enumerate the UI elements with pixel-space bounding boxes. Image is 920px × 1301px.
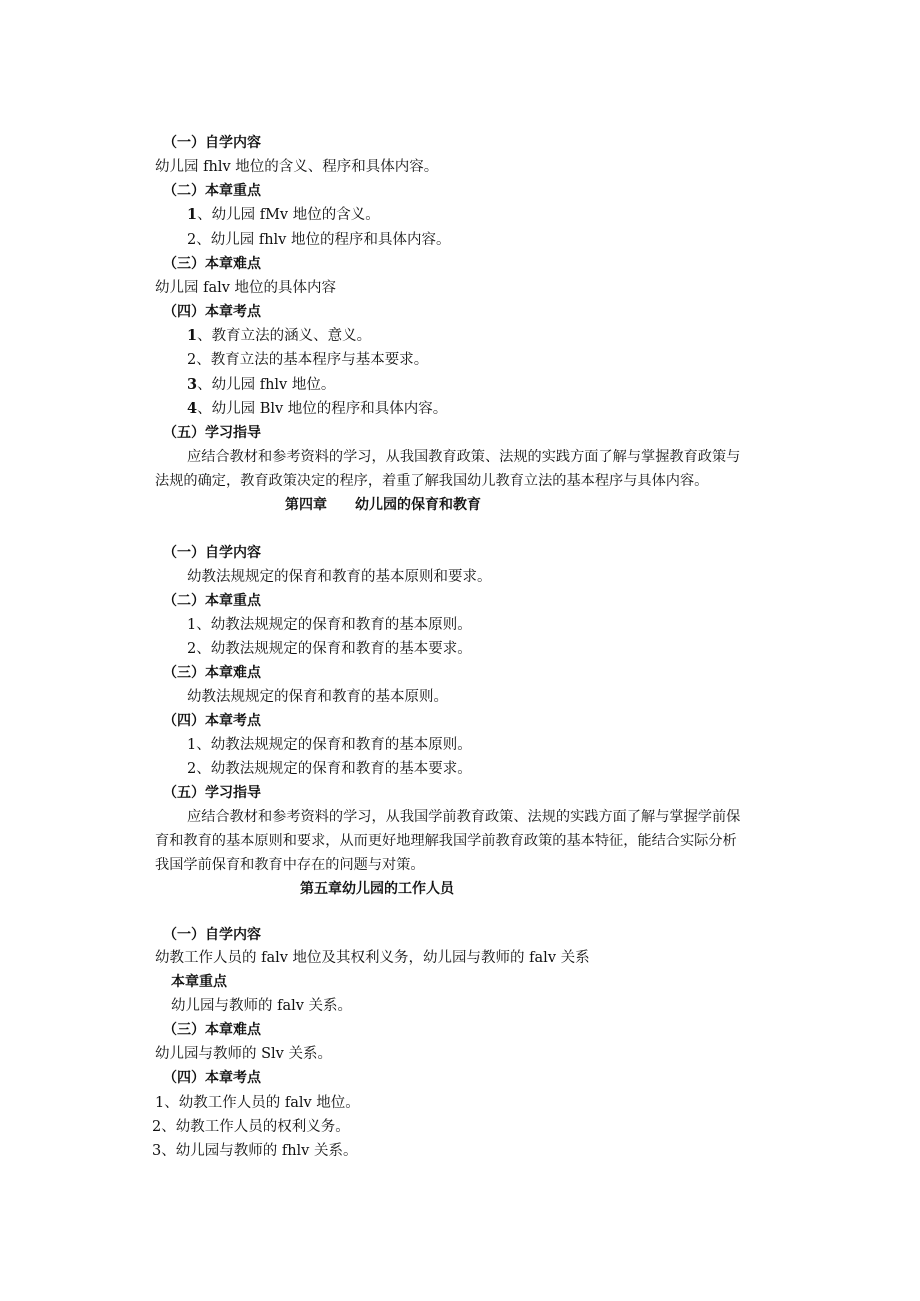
ch5-key-points-text: 幼儿园与教师的 falv 关系。 [171, 998, 353, 1014]
ch3-difficulty-heading: （三）本章难点 [163, 256, 261, 272]
ch4-exam-points-heading: （四）本章考点 [163, 713, 261, 729]
ch4-self-study-text: 幼教法规规定的保育和教育的基本原则和要求。 [187, 569, 492, 585]
ch5-exam-point-item: 1、幼教工作人员的 falv 地位。 [155, 1095, 360, 1111]
ch3-self-study-heading: （一）自学内容 [163, 135, 261, 151]
ch4-exam-point-item: 1、幼教法规规定的保育和教育的基本原则。 [187, 737, 472, 753]
ch5-title: 第五章幼儿园的工作人员 [300, 881, 454, 897]
ch3-study-guide-line: 应结合教材和参考资料的学习，从我国教育政策、法规的实践方面了解与掌握教育政策与 [187, 449, 741, 465]
ch3-study-guide-line: 法规的确定，教育政策决定的程序，着重了解我国幼儿教育立法的基本程序与具体内容。 [155, 473, 709, 489]
ch3-key-point-item: 2、幼儿园 fhlv 地位的程序和具体内容。 [187, 232, 451, 248]
ch4-key-point-item: 1、幼教法规规定的保育和教育的基本原则。 [187, 617, 472, 633]
ch5-key-points-heading: 本章重点 [171, 974, 227, 990]
ch3-difficulty-text: 幼儿园 falv 地位的具体内容 [155, 280, 337, 296]
ch5-exam-point-item: 2、幼教工作人员的权利义务。 [152, 1119, 350, 1135]
ch4-study-guide-line: 应结合教材和参考资料的学习，从我国学前教育政策、法规的实践方面了解与掌握学前保 [187, 809, 741, 825]
ch3-key-points-heading: （二）本章重点 [163, 183, 261, 199]
ch5-exam-points-heading: （四）本章考点 [163, 1070, 261, 1086]
ch5-self-study-heading: （一）自学内容 [163, 927, 261, 943]
ch5-difficulty-heading: （三）本章难点 [163, 1022, 261, 1038]
ch5-exam-point-item: 3、幼儿园与教师的 fhlv 关系。 [152, 1143, 358, 1159]
ch3-exam-points-heading: （四）本章考点 [163, 304, 261, 320]
ch4-key-point-item: 2、幼教法规规定的保育和教育的基本要求。 [187, 641, 472, 657]
ch3-exam-point-item: 2、教育立法的基本程序与基本要求。 [187, 352, 429, 368]
ch4-self-study-heading: （一）自学内容 [163, 545, 261, 561]
ch4-study-guide-line: 育和教育的基本原则和要求，从而更好地理解我国学前教育政策的基本特征，能结合实际分析 [155, 833, 737, 849]
ch4-study-guide-heading: （五）学习指导 [163, 785, 261, 801]
ch3-exam-point-item: 1、教育立法的涵义、意义。 [187, 327, 372, 344]
ch3-exam-point-item: 4、幼儿园 Blv 地位的程序和具体内容。 [187, 400, 448, 417]
ch4-difficulty-heading: （三）本章难点 [163, 665, 261, 681]
ch3-key-point-item: 1、幼儿园 fMv 地位的含义。 [187, 206, 380, 223]
ch3-exam-point-item: 3、幼儿园 fhlv 地位。 [187, 376, 336, 393]
ch4-difficulty-text: 幼教法规规定的保育和教育的基本原则。 [187, 689, 448, 705]
ch5-difficulty-text: 幼儿园与教师的 Slv 关系。 [155, 1046, 332, 1062]
ch5-self-study-text: 幼教工作人员的 falv 地位及其权利义务，幼儿园与教师的 falv 关系 [155, 950, 590, 966]
ch4-exam-point-item: 2、幼教法规规定的保育和教育的基本要求。 [187, 761, 472, 777]
ch3-self-study-text: 幼儿园 fhlv 地位的含义、程序和具体内容。 [155, 159, 439, 175]
ch4-title: 第四章 幼儿园的保育和教育 [285, 497, 481, 513]
ch4-key-points-heading: （二）本章重点 [163, 593, 261, 609]
ch3-study-guide-heading: （五）学习指导 [163, 425, 261, 441]
ch4-study-guide-line: 我国学前保育和教育中存在的问题与对策。 [155, 857, 425, 873]
